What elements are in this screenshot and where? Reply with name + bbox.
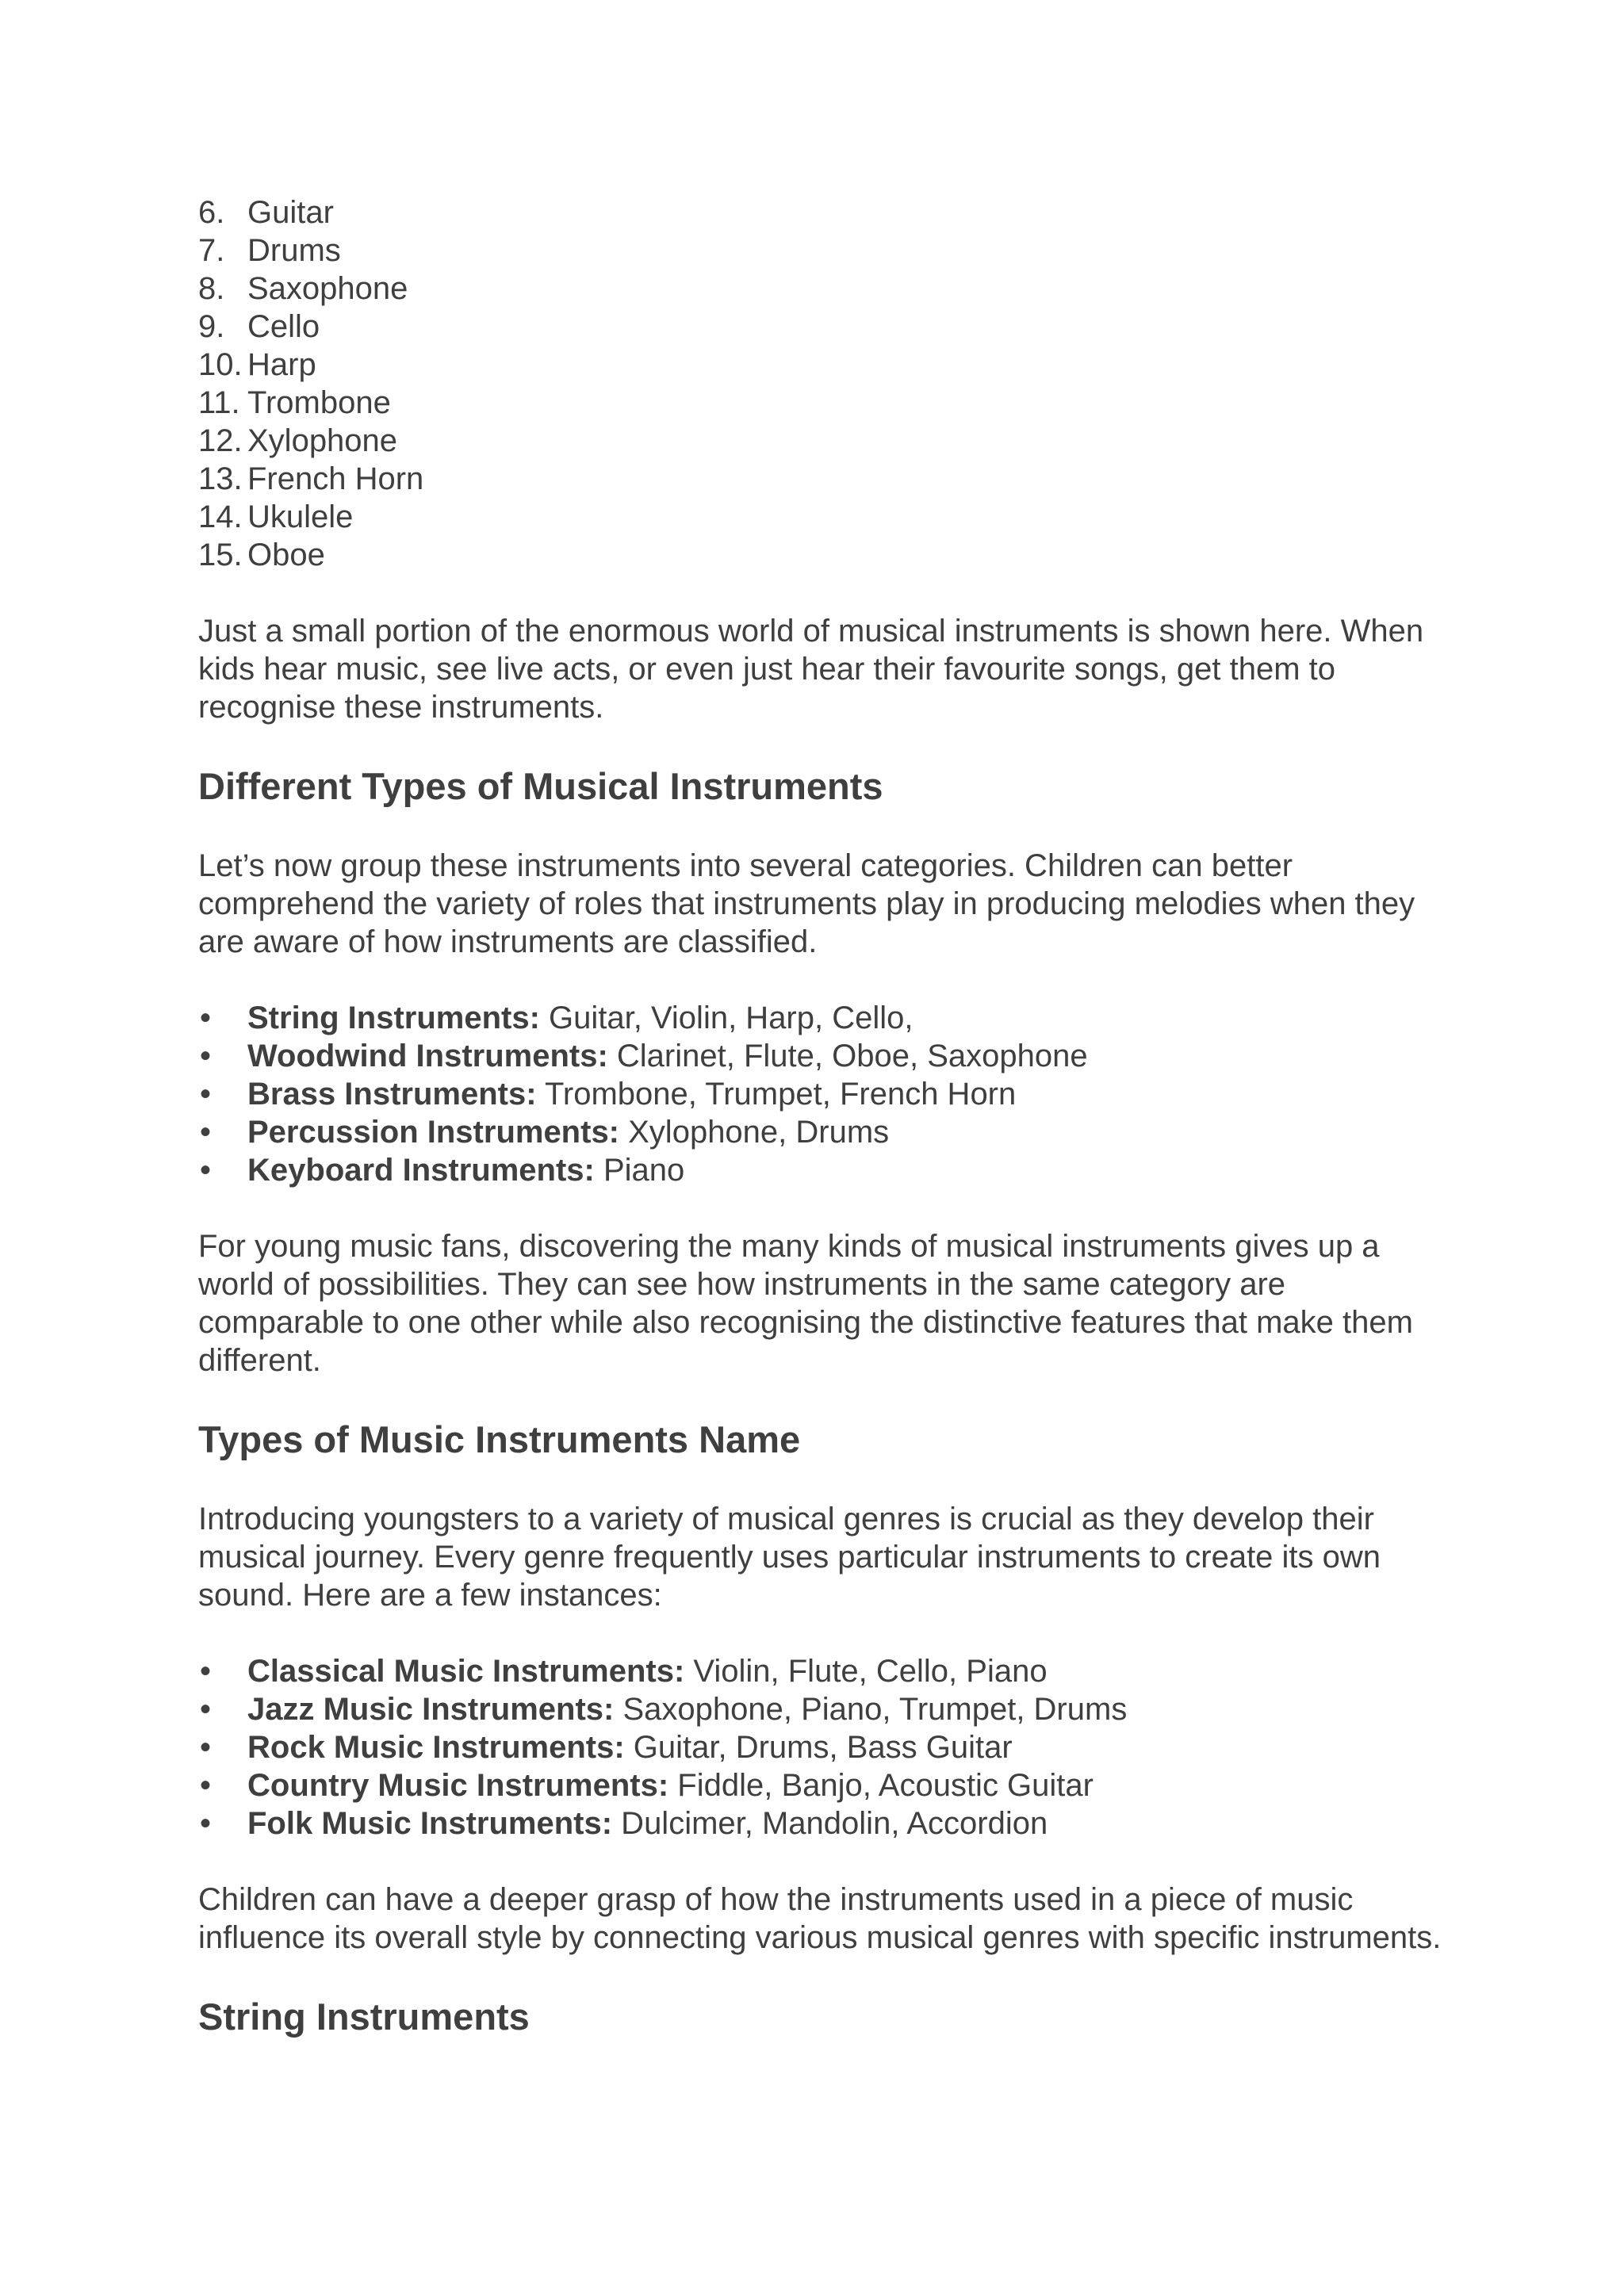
numbered-instrument-list (198, 193, 1443, 574)
list-item (198, 460, 1443, 498)
bullet-text: Saxophone, Piano, Trumpet, Drums (614, 1692, 1128, 1727)
bullet-text: Trombone, Trumpet, French Horn (536, 1077, 1017, 1112)
bullet-icon: • (200, 1654, 212, 1689)
bullet-label: Rock Music Instruments: (247, 1730, 625, 1765)
bullet-text: Fiddle, Banjo, Acoustic Guitar (668, 1768, 1094, 1803)
list-item-text: Saxophone (247, 271, 408, 306)
list-number: 12. (198, 423, 243, 458)
section-paragraph: Let’s now group these instruments into several categories. Children can better comprehend the variety of roles that instruments play in producing melodies when they are aware of how instruments are classified. (198, 848, 1415, 959)
bullet-item (198, 1075, 1443, 1113)
list-item (198, 384, 1443, 422)
list-item-text: Harp (247, 347, 316, 382)
bullet-label: String Instruments: (247, 1001, 540, 1035)
document-page (198, 193, 1443, 2039)
list-item-text: French Horn (247, 461, 424, 496)
bullet-item (198, 999, 1443, 1037)
list-item-text: Xylophone (247, 423, 398, 458)
list-number: 11. (198, 385, 240, 420)
bullet-label: Country Music Instruments: (247, 1768, 669, 1803)
list-number: 10. (198, 347, 243, 382)
bullet-item (198, 1690, 1443, 1728)
list-number: 8. (198, 271, 225, 306)
list-item-text: Cello (247, 309, 320, 344)
section-heading-string: String Instruments (198, 1996, 530, 2038)
bullet-icon: • (200, 1730, 212, 1765)
bullet-item (198, 1728, 1443, 1766)
section-closing-paragraph: Children can have a deeper grasp of how the instruments used in a piece of music influence its overall style by connecting various musical genres with specific instruments. (198, 1882, 1442, 1955)
bullet-item (198, 1151, 1443, 1189)
bullet-item (198, 1766, 1443, 1804)
list-item-text: Ukulele (247, 499, 354, 534)
list-item (198, 308, 1443, 346)
bullet-icon: • (200, 1001, 212, 1035)
bullet-text: Dulcimer, Mandolin, Accordion (612, 1806, 1048, 1841)
list-item-text: Oboe (247, 538, 325, 572)
bullet-text: Piano (594, 1153, 685, 1188)
list-number: 14. (198, 499, 243, 534)
list-item-text: Trombone (247, 385, 391, 420)
list-item-text: Drums (247, 233, 341, 268)
bullet-icon: • (200, 1692, 212, 1727)
list-number: 15. (198, 538, 243, 572)
list-item (198, 193, 1443, 232)
bullet-icon: • (200, 1115, 212, 1150)
genre-bullet-list (198, 1652, 1443, 1843)
list-item (198, 270, 1443, 308)
bullet-icon: • (200, 1768, 212, 1803)
list-number: 9. (198, 309, 225, 344)
bullet-label: Woodwind Instruments: (247, 1039, 608, 1073)
bullet-label: Keyboard Instruments: (247, 1153, 595, 1188)
section-paragraph: Introducing youngsters to a variety of musical genres is crucial as they develop their musical journey. Every genre frequently uses particular instruments to create its own sound. Here are a few instances: (198, 1502, 1381, 1613)
section-heading-names: Types of Music Instruments Name (198, 1418, 801, 1460)
bullet-item (198, 1037, 1443, 1075)
bullet-label: Percussion Instruments: (247, 1115, 620, 1150)
bullet-text: Guitar, Violin, Harp, Cello, (539, 1001, 914, 1035)
bullet-icon: • (200, 1806, 212, 1841)
bullet-text: Guitar, Drums, Bass Guitar (624, 1730, 1013, 1765)
list-item (198, 346, 1443, 384)
category-bullet-list (198, 999, 1443, 1189)
section-closing-paragraph: For young music fans, discovering the many kinds of musical instruments gives up a world of possibilities. They can see how instruments in the same category are comparable to one other while also recognising the distinctive features that make them different. (198, 1229, 1413, 1378)
list-item (198, 536, 1443, 574)
section-heading-types: Different Types of Musical Instruments (198, 765, 883, 807)
bullet-item (198, 1804, 1443, 1843)
bullet-label: Folk Music Instruments: (247, 1806, 613, 1841)
bullet-label: Classical Music Instruments: (247, 1654, 685, 1689)
bullet-item (198, 1113, 1443, 1151)
list-number: 6. (198, 195, 225, 230)
list-number: 7. (198, 233, 225, 268)
bullet-label: Jazz Music Instruments: (247, 1692, 615, 1727)
list-number: 13. (198, 461, 243, 496)
intro-paragraph: Just a small portion of the enormous world of musical instruments is shown here. When kids hear music, see live acts, or even just hear their favourite songs, get them to recognise these instruments. (198, 614, 1424, 725)
bullet-text: Violin, Flute, Cello, Piano (684, 1654, 1048, 1689)
list-item (198, 232, 1443, 270)
list-item (198, 422, 1443, 460)
bullet-icon: • (200, 1039, 212, 1073)
bullet-text: Clarinet, Flute, Oboe, Saxophone (607, 1039, 1088, 1073)
list-item (198, 498, 1443, 536)
bullet-item (198, 1652, 1443, 1690)
bullet-icon: • (200, 1077, 212, 1112)
list-item-text: Guitar (247, 195, 334, 230)
bullet-text: Xylophone, Drums (619, 1115, 890, 1150)
bullet-label: Brass Instruments: (247, 1077, 537, 1112)
bullet-icon: • (200, 1153, 212, 1188)
